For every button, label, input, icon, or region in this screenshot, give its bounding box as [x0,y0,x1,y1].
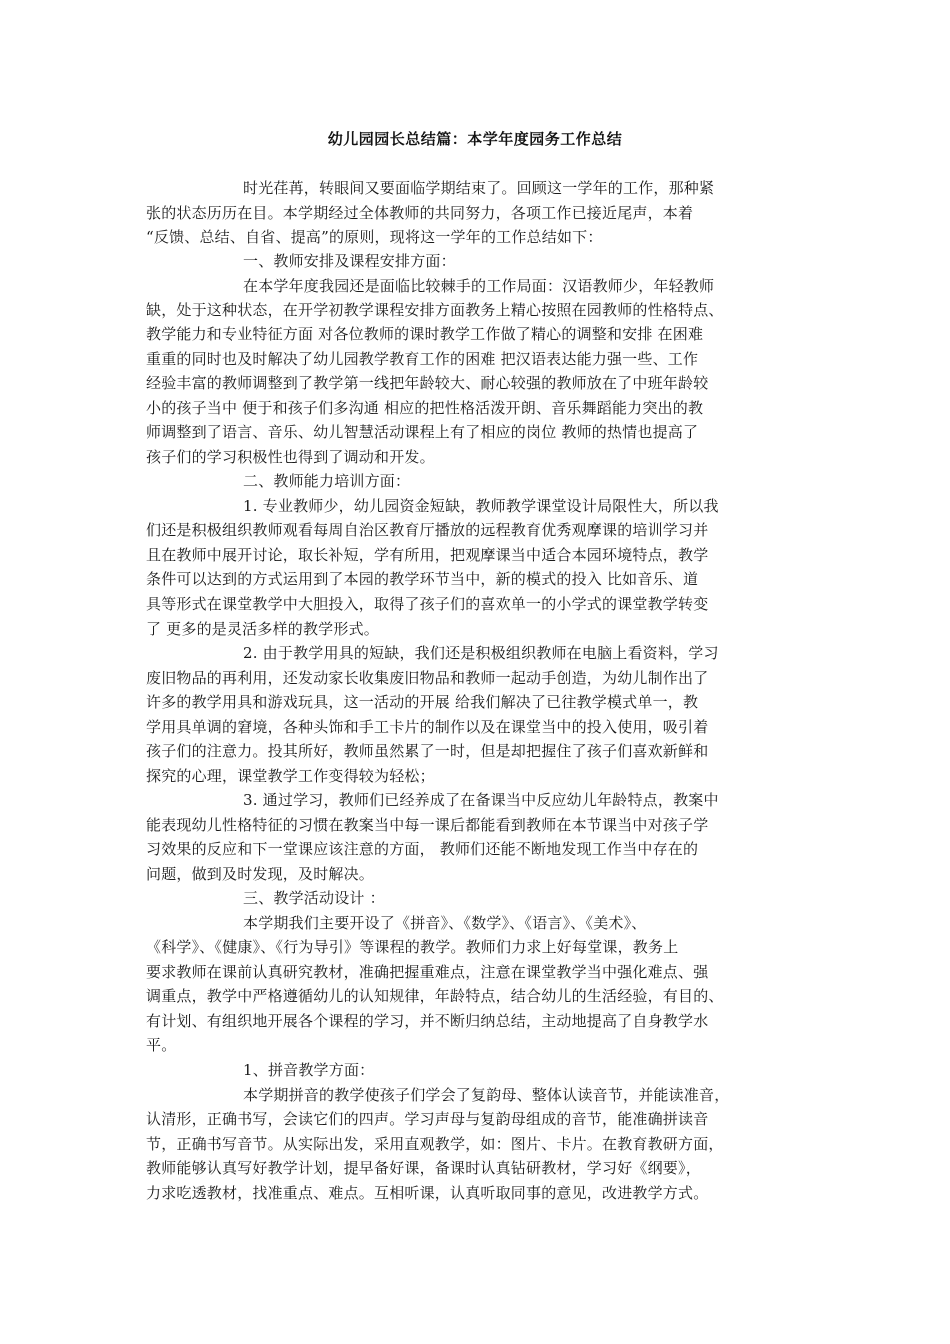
text-line: “反馈、总结、自省、提高”的原则，现将这一学年的工作总结如下： [146,228,603,246]
document-title: 幼儿园园长总结篇：本学年度园务工作总结 [327,130,623,148]
text-line: 小的孩子当中 便于和孩子们多沟通 相应的把性格活泼开朗、音乐舞蹈能力突出的教 [146,399,704,417]
section-heading: 三、教学活动设计 ： [243,889,385,907]
text-line: 了 更多的是灵活多样的教学形式。 [146,620,379,638]
text-line: 平。 [146,1036,177,1054]
text-line: 孩子们的注意力。投其所好，教师虽然累了一时，但是却把握住了孩子们喜欢新鲜和 [146,742,709,760]
text-line: 许多的教学用具和游戏玩具，这一活动的开展 给我们解决了已往教学模式单一，教 [146,693,699,711]
text-line: 废旧物品的再利用，还发动家长收集废旧物品和教师一起动手创造，为幼儿制作出了 [146,669,709,687]
text-line: 孩子们的学习积极性也得到了调动和开发。 [146,448,435,466]
text-line: 本学期我们主要开设了《拼音》、《数学》、《语言》、《美术》、 [243,914,647,932]
text-line: 缺，处于这种状态，在开学初教学课程安排方面教务上精心按照在园教师的性格特点、 [146,301,724,319]
text-line: 经验丰富的教师调整到了教学第一线把年龄较大、耐心较强的教师放在了中班年龄较 [146,374,709,392]
text-line: 探究的心理，课堂教学工作变得较为轻松； [146,767,435,785]
text-line: 具等形式在课堂教学中大胆投入，取得了孩子们的喜欢单一的小学式的课堂教学转变 [146,595,709,613]
text-line: 力求吃透教材，找准重点、难点。互相听课，认真听取同事的意见，改进教学方式。 [146,1184,709,1202]
text-line: 能表现幼儿性格特征的习惯在教案当中每一课后都能看到教师在本节课当中对孩子学 [146,816,709,834]
text-line: 节，正确书写音节。从实际出发，采用直观教学，如：图片、卡片。在教育教研方面， [146,1135,724,1153]
text-line: 时光荏苒，转眼间又要面临学期结束了。回顾这一学年的工作，那种紧 [243,179,715,197]
text-line: 《科学》、《健康》、《行为导引》等课程的教学。教师们力求上好每堂课，教务上 [146,938,679,956]
text-line: 师调整到了语言、音乐、幼儿智慧活动课程上有了相应的岗位 教师的热情也提高了 [146,423,699,441]
text-line: 学用具单调的窘境，各种头饰和手工卡片的制作以及在课堂当中的投入使用，吸引着 [146,718,709,736]
text-line: 们还是积极组织教师观看每周自治区教育厅播放的远程教育优秀观摩课的培训学习并 [146,521,709,539]
text-line: 1. 专业教师少，幼儿园资金短缺，教师教学课堂设计局限性大，所以我 [243,497,719,515]
text-line: 本学期拼音的教学使孩子们学会了复韵母、整体认读音节，并能读准音， [243,1086,730,1104]
text-line: 重重的同时也及时解决了幼儿园教学教育工作的困难 把汉语表达能力强一些、工作 [146,350,699,368]
text-line: 条件可以达到的方式运用到了本园的教学环节当中，新的模式的投入 比如音乐、道 [146,570,699,588]
text-line: 3. 通过学习，教师们已经养成了在备课当中反应幼儿年龄特点，教案中 [243,791,719,809]
text-line: 有计划、有组织地开展各个课程的学习，并不断归纳总结，主动地提高了自身教学水 [146,1012,709,1030]
text-line: 习效果的反应和下一堂课应该注意的方面， 教师们还能不断地发现工作当中存在的 [146,840,699,858]
text-line: 教师能够认真写好教学计划，提早备好课，备课时认真钻研教材，学习好《纲要》， [146,1159,701,1177]
text-line: 问题，做到及时发现，及时解决。 [146,865,375,883]
text-line: 调重点，教学中严格遵循幼儿的认知规律，年龄特点，结合幼儿的生活经验，有目的、 [146,987,724,1005]
section-heading: 1、拼音教学方面： [243,1061,375,1079]
text-line: 认清形，正确书写，会读它们的四声。学习声母与复韵母组成的音节，能准确拼读音 [146,1110,709,1128]
section-heading: 一、教师安排及课程安排方面： [243,252,456,270]
text-line: 且在教师中展开讨论，取长补短，学有所用，把观摩课当中适合本园环境特点，教学 [146,546,709,564]
text-line: 要求教师在课前认真研究教材，准确把握重难点，注意在课堂教学当中强化难点、强 [146,963,709,981]
text-line: 张的状态历历在目。本学期经过全体教师的共同努力，各项工作已接近尾声，本着 [146,204,694,222]
text-line: 在本学年度我园还是面临比较棘手的工作局面：汉语教师少，年轻教师 [243,277,715,295]
text-line: 教学能力和专业特征方面 对各位教师的课时教学工作做了精心的调整和安排 在困难 [146,325,704,343]
section-heading: 二、教师能力培训方面： [243,472,411,490]
text-line: 2. 由于教学用具的短缺，我们还是积极组织教师在电脑上看资料，学习 [243,644,719,662]
